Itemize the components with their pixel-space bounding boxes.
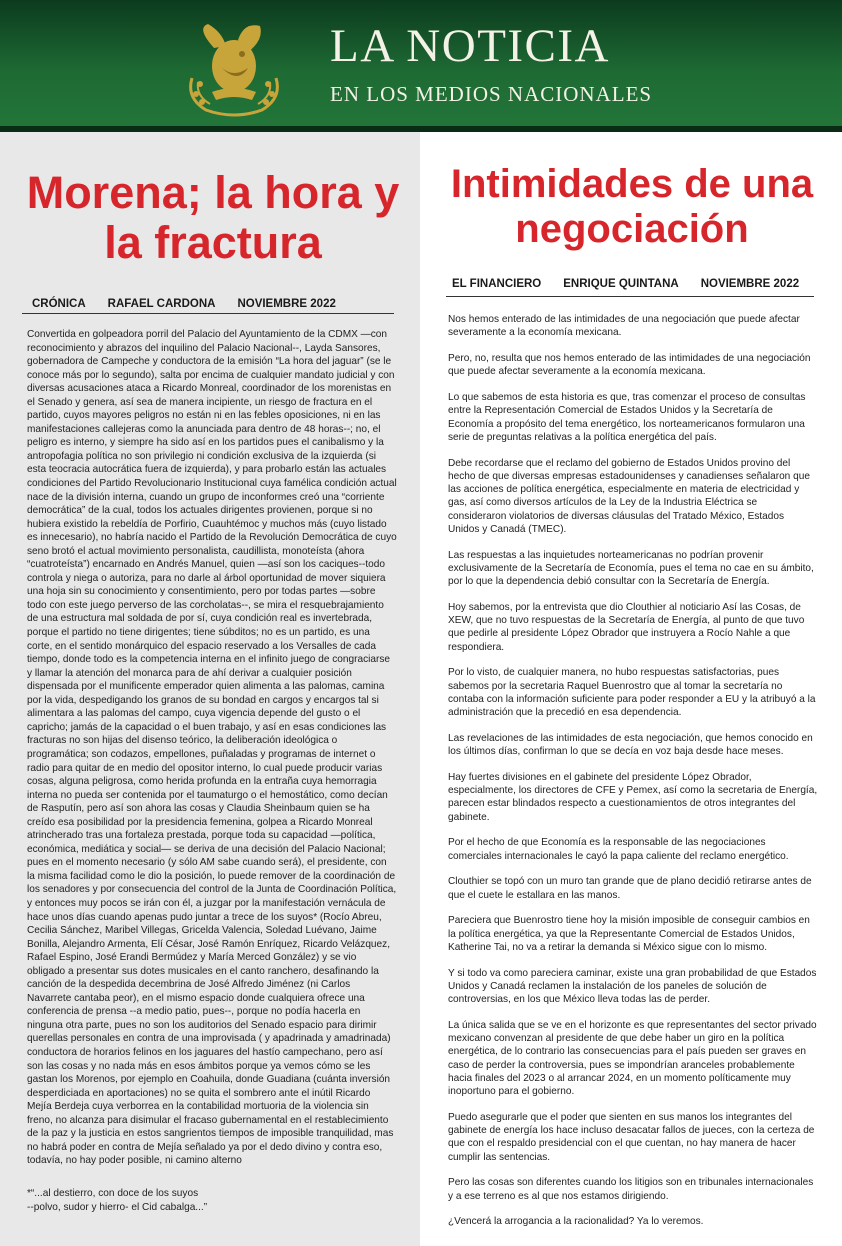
paragraph: Puedo asegurarle que el poder que sienten en sus manos los integrantes del gabinete de energía los hace incluso desacatar fallos de jueces, con la certeza de que con el respaldo presidencial con el que cuentan, no hay manera de hacer cumplir las sentencias. [448, 1111, 815, 1163]
paragraph: Pero, no, resulta que nos hemos enterado de las intimidades de una negociación que puede afectar severamente a la economía mexicana. [448, 353, 811, 378]
left-headline: Morena; la hora y la fractura [26, 167, 400, 269]
footnote-line-1: *“...al destierro, con doce de los suyos [27, 1188, 199, 1199]
paragraph: Clouthier se topó con un muro tan grande que de plano decidió retirarse antes de que el cuete le estallara en las manos. [448, 876, 812, 901]
right-date: NOVIEMBRE 2022 [700, 278, 800, 290]
paragraph: Por el hecho de que Economía es la responsable de las negociaciones comerciales internacionales le cayó la papa caliente del reclamo energético. [448, 837, 789, 862]
right-article [420, 132, 842, 1246]
right-body [448, 313, 818, 1241]
right-byline [452, 278, 821, 290]
paragraph: La única salida que se ve en el horizonte es que representantes del sector privado mexicano convenzan al presidente de que debe haber un giro en la política energética, de lo contrario las consecuencias para el país pueden ser graves en caso de perder la controversia, pues se impondrían aranceles probablemente hacia finales del 2023 o al arrancar 2024, en un momento políticamente muy inoportuno para el gobierno. [448, 1019, 817, 1097]
left-byline-rule [22, 313, 394, 314]
paragraph: Hay fuertes divisiones en el gabinete del presidente López Obrador, especialmente, los directores de CFE y Pemex, así como la secretaria de Energía, parecen estar blindados respecto a cuestionamientos de otros integrantes del gabinete. [448, 771, 818, 823]
left-body [27, 328, 397, 1168]
right-author: ENRIQUE QUINTANA [563, 278, 679, 290]
brand-subtitle: EN LOS MEDIOS NACIONALES [330, 82, 653, 106]
left-author: RAFAEL CARDONA [107, 298, 216, 310]
paragraph: Por lo visto, de cualquier manera, no hubo respuestas satisfactorias, pues sabemos por la secretaria Raquel Buenrostro que al tomar la secretaría no contaba con la información suficiente para poder responder a EU y la atribuyó a la administración que la precedió en esa dependencia. [448, 667, 816, 718]
left-byline [32, 298, 358, 310]
right-section: EL FINANCIERO [452, 278, 542, 290]
paragraph: Pero las cosas son diferentes cuando los litigios son en tribunales internacionales y a ese terreno es al que nos estamos dirigiendo. [448, 1177, 814, 1202]
eagle-emblem-icon [178, 18, 290, 118]
paragraph: Hoy sabemos, por la entrevista que dio Clouthier al noticiario Así las Cosas, de XEW, que no tuvo respuestas de la Secretaría de Energía, al punto de que tuvo que pedirle al presidente López Obrador que instruyera a Rocío Nahle a que respondiera. [448, 601, 805, 653]
paragraph: Y si todo va como pareciera caminar, existe una gran probabilidad de que Estados Unidos y Canadá reclamen la instalación de los paneles de solución de controversias, en los que México lleva todas las de perder. [448, 967, 817, 1005]
paragraph: Pareciera que Buenrostro tiene hoy la misión imposible de conseguir cambios en la política energética, ya que la Representante Comercial de Estados Unidos, Katherine Tai, no va a retirar la demanda si México sigue con lo mismo. [448, 915, 810, 953]
left-footnote [27, 1187, 397, 1214]
brand-title: LA NOTICIA [330, 20, 610, 72]
right-headline: Intimidades de una negociación [450, 162, 814, 251]
paragraph: Las respuestas a las inquietudes norteamericanas no podrían provenir exclusivamente de la Secretaría de Economía, pues el tema no cae en su ámbito, por lo que la dependencia debió consultar con la Secretaría de Energía. [448, 549, 814, 587]
left-article [0, 132, 420, 1246]
masthead [0, 0, 842, 132]
right-byline-rule [446, 296, 814, 297]
footnote-line-2: --polvo, sudor y hierro- el Cid cabalga...” [27, 1201, 208, 1213]
paragraph: Lo que sabemos de esta historia es que, tras comenzar el proceso de consultas entre la Representación Comercial de Estados Unidos y la Secretaría de Economía a propósito del tema energético, los norteamericanos formularon una serie de preguntas relativas a la política energética del país. [448, 392, 806, 443]
closing-question: ¿Vencerá la arrogancia a la racionalidad? Ya lo veremos. [448, 1216, 704, 1228]
paragraph: Las revelaciones de las intimidades de esta negociación, que hemos conocido en los últimos días, confirman lo que se decía en voz baja desde hace meses. [448, 732, 813, 757]
left-body-text: Convertida en golpeadora porril del Palacio del Ayuntamiento de la CDMX —con reconocimiento y abrazos del inquilino del Palacio Nacional--, Layda Sansores, gobernadora de Campeche y conductora de la emisión “La hora del jaguar” (se le conoce más por lo segundo), salta por encima de cualquier mandato judicial y con diversas acusaciones ataca a Ricardo Monreal, coordinador de los morenistas en el Senado y genera, así sea de manera incipiente, un riesgo de fractura en el partido, cuyos mayores peligros no están ni en las febles oposiciones, ni en las manifestaciones callejeras como la anunciada para dentro de 48 horas--; no, el peligro es interno, y siempre ha sido así en los partidos pues el canibalismo y la antropofagia política no son privilegio ni condición exclusiva de la izquierda (si esta teocracia autocrática fuera de izquierda), y para probarlo están las actuales condiciones del Partido Revolucionario Institucional cuya famélica condición actual nace de la división interna, cuando un grupo de inconformes creó una “corriente democrática” de la cual, todos los actuales dirigentes provienen, porque si no hubiera existido la rebeldía de Porfirio, Cuauhtémoc y muchos más (cuyo listado es innecesario), no habría nacido el Partido de la Revolución Democrática de cuyo seno brotó el actual movimiento personalista, caudillista, monoteísta (ahora “cuatroteísta”) encarnado en Andrés Manuel, quien —así son los caciques--todo controla y niega o autoriza, para no darle al árbol oportunidad de mover siquiera una hoja sin su conocimiento y consentimiento, pero por todas partes —sobre todo con este juego perverso de las corcholatas--, se mira el resquebrajamiento de una estructura mal soldada de por sí, cuya condición real es invertebrada, porque el partido no tiene dirigentes; tiene súbditos; no es un partido, es una corte, en el sentido monárquico del espacio reservado a los Versalles de cada tiempo, donde todo es la competencia interna en el infinito juego de congraciarse y llamar la atención del monarca para de ahí derivar a cualquier posición dispensada por el munificente emperador quien alimenta a las palomas, camina por la vida, despedigando los granos de su bondad en cargos y encargos tal si alimentara a las palomas del campo, cuya vigencia depende del gusto o el capricho; jamás de la capacidad o el buen trabajo, y así en esas condiciones las fracturas no son hijas del disenso teórico, la deliberación ideológica o programática; son codazos, empellones, puñaladas y programas de internet o radio para quitar de en medio del opositor interno, lo cual puede producir varias cosas, alguna peligrosa, como herida profunda en la entraña cuya hemorragia interna no pueda ser contenida por el taumaturgo o el hemostático, como decían de Rasputín, pero así son ahora las cosas y Claudia Sheinbaum quien se ha creído esa posibilidad por la presidencia femenina, golpea a Ricardo Monreal atrincherado tras una fortaleza prestada, porque toda su capacidad —política, económica, mediática y social— se deriva de una decisión del Palacio Nacional; pues en el momento necesario (y sólo AM sabe cuando será), el presidente, con la misma facilidad como le dio la posición, lo puede remover de la coordinación de los senadores y por consecuencia del control de la Junta de Coordinación Política, y entonces muy pocos se irán con él, a juzgar por la manifestación vernácula de hace unos días cuando apenas pudo juntar a trece de los suyos* (Rocío Abreu, Cecilia Sánchez, Maribel Villegas, Gricelda Valencia, Soledad Luévano, Jaime Bonilla, Alejandro Armenta, Elí César, José Ramón Enríquez, Ricardo Velázquez, Rafael Espino, José Erandi Bermúdez y María Merced González) y se vio obligado a presentar sus dotes musicales en el canto ranchero, desafinando la canción de la despedida decembrina de José Alfredo Jiménez (ni Carlos Navarrete cantaba peor), en el mismo espacio donde cualquiera ofrece una conferencia de prensa --a medio patio, pues--, porque no podía hacerla en ninguna otra parte, pues no son los auditorios del Senado espacio para dirimir querellas personales en contra de una improvisada ( y apadrinada y amadrinada) conductora de horarios felinos en los jaguares del hastío campechano, pero así son las cosas y no nada más en esos ámbitos porque ya vemos cómo se les gastan los Morenos, por ejemplo en Coahuila, donde Guadiana (cuánta inversión desperdiciada en aportaciones) no se quita el sombrero ante el inútil Ricardo Mejía Berdeja cuya verborrea en la contabilidad mortuoria de la violencia sin freno, no alcanza para disimular el fracaso gubernamental en el restablecimiento de la paz y la justicia en estos sangrientos tiempos de imposible tranquilidad, mas no habrá poder en contra de Mejía señalado ya por el dedo divino y contra eso, todavía, no hay poder posible, ni camino alterno [27, 329, 397, 1167]
left-section: CRÓNICA [32, 298, 86, 310]
paragraph: Nos hemos enterado de las intimidades de una negociación que puede afectar severamente a la economía mexicana. [448, 314, 800, 339]
paragraph: Debe recordarse que el reclamo del gobierno de Estados Unidos provino del hecho de que diversas empresas estadounidenses y canadienses señalaron que las acciones de política energética, especialmente en materia de electricidad y gas, así como diversos artículos de la Ley de la Industria Eléctrica se consideraron violatorios de diversas cláusulas del Tratado México, Estados Unidos y Canadá (TMEC). [448, 457, 810, 535]
left-date: NOVIEMBRE 2022 [237, 298, 336, 310]
